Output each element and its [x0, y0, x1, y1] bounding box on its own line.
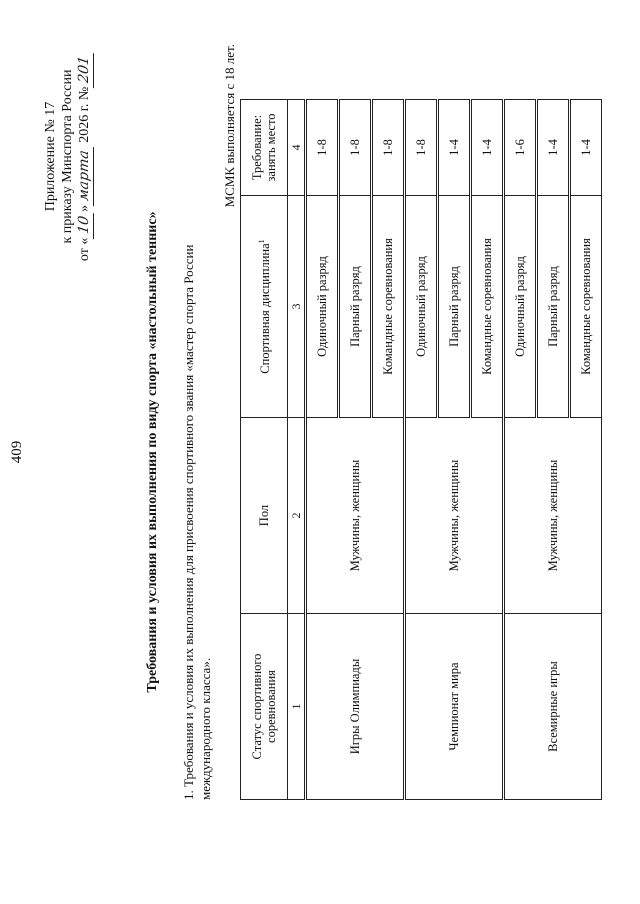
- date-mid: »: [77, 204, 92, 212]
- table-header-row: [241, 100, 288, 800]
- table-row: [504, 100, 537, 800]
- intro-line-1: 1. Требования и условия их выполнения для присвоения спортивного звания «мастер спорта России: [181, 244, 196, 800]
- header-status: Статус спортивного соревнования: [241, 614, 288, 800]
- discipline-cell: Парный разряд: [438, 196, 471, 418]
- place-cell: 1-8: [372, 100, 405, 196]
- status-cell: Игры Олимпиады: [306, 614, 405, 800]
- handwritten-order-number: 201: [76, 51, 94, 88]
- header-gender: Пол: [241, 418, 288, 614]
- discipline-cell: Командные соревнования: [570, 196, 602, 418]
- discipline-cell: Одиночный разряд: [306, 196, 339, 418]
- footnote-marker: 1: [257, 239, 267, 244]
- place-cell: 1-4: [570, 100, 602, 196]
- header-discipline-label: Спортивная дисциплина: [258, 243, 273, 374]
- gender-cell: Мужчины, женщины: [306, 418, 405, 614]
- appendix-order-ref: к приказу Минспорта России: [60, 69, 75, 244]
- document-title: Требования и условия их выполнения по виду спорта «настольный теннис»: [145, 211, 160, 693]
- gender-cell: Мужчины, женщины: [405, 418, 504, 614]
- page-number: 409: [9, 440, 25, 464]
- discipline-cell: Командные соревнования: [471, 196, 504, 418]
- column-number: 2: [288, 418, 306, 614]
- header-discipline: [241, 196, 288, 418]
- place-cell: 1-8: [306, 100, 339, 196]
- gender-cell: Мужчины, женщины: [504, 418, 602, 614]
- place-cell: 1-8: [339, 100, 372, 196]
- header-requirement: Требование: занять место: [241, 100, 288, 196]
- discipline-cell: Одиночный разряд: [504, 196, 537, 418]
- status-cell: Всемирные игры: [504, 614, 602, 800]
- place-cell: 1-4: [438, 100, 471, 196]
- requirements-table: [240, 99, 602, 800]
- intro-line-2: международного класса».: [198, 657, 213, 800]
- intro-paragraph: [180, 40, 214, 800]
- table-row: [306, 100, 339, 800]
- appendix-header: [42, 52, 94, 261]
- discipline-cell: Одиночный разряд: [405, 196, 438, 418]
- place-cell: 1-4: [537, 100, 570, 196]
- date-prefix: от «: [77, 237, 92, 262]
- column-number: 4: [288, 100, 306, 196]
- table-row: [405, 100, 438, 800]
- place-cell: 1-4: [471, 100, 504, 196]
- appendix-title: Приложение № 17: [43, 101, 58, 212]
- column-number: 3: [288, 196, 306, 418]
- status-cell: Чемпионат мира: [405, 614, 504, 800]
- discipline-cell: Парный разряд: [537, 196, 570, 418]
- column-number: 1: [288, 614, 306, 800]
- discipline-cell: Командные соревнования: [372, 196, 405, 418]
- place-cell: 1-8: [405, 100, 438, 196]
- age-note: МСМК выполняется с 18 лет.: [222, 44, 237, 208]
- column-number-row: [288, 100, 306, 800]
- handwritten-day: 10: [76, 211, 94, 239]
- appendix-date-line: [76, 52, 94, 261]
- date-year: 2026 г. №: [77, 86, 92, 143]
- handwritten-month: марта: [76, 145, 94, 206]
- place-cell: 1-6: [504, 100, 537, 196]
- discipline-cell: Парный разряд: [339, 196, 372, 418]
